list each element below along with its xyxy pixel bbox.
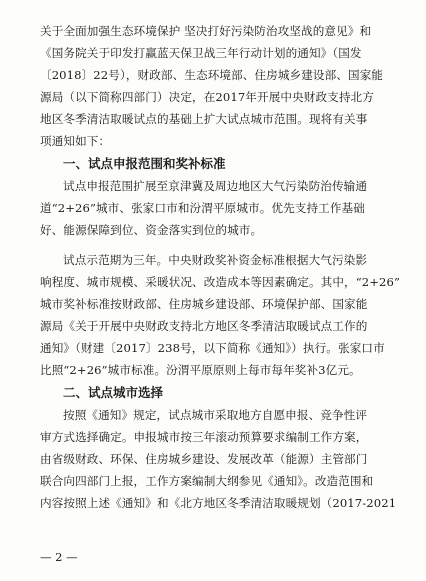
text-line: 城市奖补标准按财政部、住房城乡建设部、环境保护部、国家能 <box>40 297 368 311</box>
text-line: 通知》（财建〔2017〕238号，以下简称《通知》）执行。张家口市 <box>40 341 385 355</box>
intro-paragraph <box>40 20 390 152</box>
section-heading-city-selection: 二、试点城市选择 <box>63 385 164 400</box>
text-line: 审方式选择确定。申报城市按三年滚动预算要求编制工作方案， <box>40 430 368 444</box>
page-number: — 2 — <box>40 550 78 564</box>
text-line: 〔2018〕22号），财政部、生态环境部、住房城乡建设部、国家能 <box>40 68 384 82</box>
text-line: 关于全面加强生态环境保护 坚决打好污染防治攻坚战的意见》和 <box>40 24 372 38</box>
selection-paragraph <box>40 404 397 514</box>
text-line: 内容按照上述《通知》和《北方地区冬季清洁取暖规划（2017-2021 <box>40 496 397 510</box>
text-line: 试点申报范围扩展至京津冀及周边地区大气污染防治传输通 <box>63 179 368 193</box>
text-line: 源局（以下简称四部门）决定，在2017年开展中央财政支持北方 <box>40 90 374 104</box>
text-line: 按照《通知》规定，试点城市采取地方自愿申报、竞争性评 <box>63 408 368 422</box>
text-line: 好、能源保障到位、资金落实到位的城市。 <box>40 223 263 237</box>
text-line: 响程度、城市规模、采暖状况、改造成本等因素确定。其中，“2+26” <box>40 275 401 289</box>
paragraph-gap <box>40 241 390 249</box>
document-body <box>40 20 401 514</box>
text-line: 由省级财政、环保、住房城乡建设、发展改革（能源）主管部门 <box>40 452 368 466</box>
section-heading-scope: 一、试点申报范围和奖补标准 <box>63 156 226 171</box>
scope-paragraph <box>40 175 390 241</box>
text-line: 试点示范期为三年。中央财政奖补资金标准根据大气污染影 <box>63 253 368 267</box>
text-line: 道“2+26”城市、张家口市和汾渭平原城市。优先支持工作基础 <box>40 201 365 215</box>
text-line: 项通知如下： <box>40 134 111 148</box>
text-line: 地区冬季清洁取暖试点的基础上扩大试点城市范围。现将有关事 <box>40 112 368 126</box>
text-line: 比照“2+26”城市标准。汾渭平原原则上每市每年奖补3亿元。 <box>40 363 361 377</box>
text-line: 《国务院关于印发打赢蓝天保卫战三年行动计划的通知》（国发 <box>40 46 362 60</box>
text-line: 联合向四部门上报，工作方案编制大纲参见《通知》。改造范围和 <box>40 474 374 488</box>
subsidy-paragraph <box>40 249 401 381</box>
text-line: 源局《关于开展中央财政支持北方地区冬季清洁取暖试点工作的 <box>40 319 368 333</box>
